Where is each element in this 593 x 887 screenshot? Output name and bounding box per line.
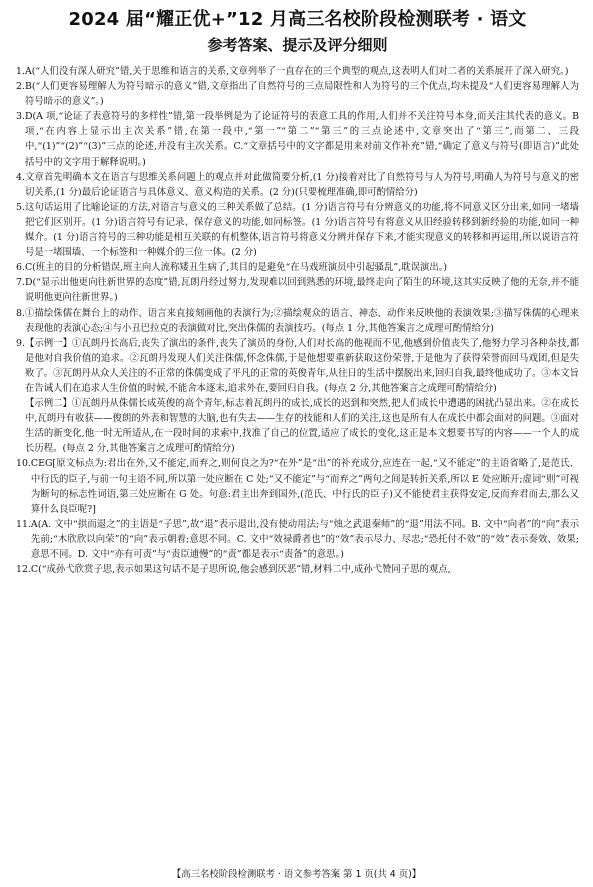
answer-item — [16, 64, 579, 79]
answer-paragraph: 文章首先明确本文在语言与思维关系问题上的观点并对此做简要分析,(1 分)接着对比了自然符号与人为符号,明确人为符号与意义的密切关系,(1 分)最后论证语言与具体意义、意义构造的关系。(2 分)(只要梳理准确,即可酌情给分) — [24, 171, 579, 198]
answer-number: 4. — [16, 171, 25, 183]
answer-number: 10. — [16, 458, 31, 470]
answer-number: 8. — [16, 307, 25, 319]
answer-body — [25, 275, 579, 305]
answer-item — [16, 260, 579, 275]
answer-item — [16, 170, 579, 200]
answer-item — [16, 200, 579, 260]
answer-number: 6. — [16, 262, 25, 274]
page-title: 2024 届“耀正优+”12 月高三名校阶段检测联考 · 语文 — [68, 9, 527, 30]
answer-item — [16, 275, 579, 305]
answer-paragraph: A(A. 文中“拱而退之”的主语是“子思”,故“退”表示退出,没有使动用法;与“烛之武退秦师”的“退”用法不同。B. 文中“向者”的“向”表示先前;“木欣欣以向荣”的“向”表示朝着;意思不同。C. 文中“效禄爵者也”的“效”表示尽力、尽忠;“恐托付不效”的“效”表示奏效、效果;意思不同。D. 文中“亦有可责”与“责臣逋慢”的“责”都是表示“责备”的意思。) — [30, 518, 579, 560]
answer-item — [16, 517, 579, 562]
answer-paragraph: B(“人们更容易理解人为符号暗示的意义”错,文章指出了自然符号的三点局限性和人为符号的三个优点,均未提及“人们更容易理解人为符号暗示的意义”。) — [24, 81, 579, 108]
answer-paragraph: ①描绘侏儒在舞台上的动作、语言来直接刻画他的表演行为;②描绘观众的语言、神态、动作来反映他的表演效果;③描写侏儒的心理来表现他的表演心态;④与小丑巴拉克的表演做对比,突出侏儒的表演技巧。(每点 1 分,其他答案言之成理可酌情给分) — [24, 307, 579, 334]
answer-item — [16, 336, 579, 457]
answer-paragraph: C(班主的目的分析错误,班主向人流称矮丑生病了,其目的是避免“在马戏班演员中引起骚乱”,耽误演出。) — [24, 262, 448, 274]
answer-paragraph: D(“显示出他更向往新世界的态度”错,瓦朗丹经过努力,发现难以回到熟悉的环境,最终走向了陌生的环境,这其实反映了他的无奈,并不能说明他更向往新世界。) — [24, 277, 579, 304]
answer-paragraph: A(“人们没有深人研究”错,关于思维和语言的关系,文章列举了一直存在的三个典型的观点,这表明人们对二者的关系展开了深入研究。) — [24, 66, 569, 77]
answer-number: 9. — [16, 337, 25, 349]
answer-number: 1. — [16, 66, 25, 77]
answer-body — [31, 456, 579, 516]
answer-item — [16, 562, 579, 577]
answer-body — [25, 260, 579, 275]
answer-body — [25, 336, 579, 457]
answer-item — [16, 109, 579, 169]
answer-body — [25, 64, 579, 79]
answer-number: 5. — [16, 201, 25, 213]
page-subtitle: 参考答案、提示及评分细则 — [207, 36, 388, 54]
answer-body — [25, 306, 579, 336]
answer-paragraph: C(“成孙弋欣赏子思,表示如果这句话不是子思所说,他会感到厌恶”错,材料二中,成孙弋赞同子思的观点, — [30, 564, 451, 576]
answer-list — [16, 64, 579, 577]
answer-body — [25, 109, 579, 169]
answer-paragraph: CEG[原文标点为:君出在外,又不能定,而弃之,则何良之为?“在外”是“出”的补充成分,应连在一起,“又不能定”的主语省略了,是范氏、中行氏的臣子,与前一句主语不同,所以第一处应断在 C 处;“又不能定”与“而弃之”两句之间是转折关系,所以 E 处应断开;虚词“则”可视为断句的标志性词语,第三处应断在 G 处。句意:君主出奔到国外,(范氏、中行氏的臣子)又不能使君主获得安定,反而弃君而去,那么又算什么良臣呢?] — [30, 458, 580, 515]
answer-body — [31, 517, 579, 562]
answer-number: 3. — [16, 111, 25, 123]
answer-item — [16, 306, 579, 336]
answer-number: 11. — [16, 518, 31, 530]
answer-paragraph: 【示例二】①瓦朗丹从侏儒长成英俊的高个青年,标志着瓦朗丹的成长,成长的迟到和突然,把人们成长中遭遇的困扰凸显出来。②在成长中,瓦朗丹有收获——俊朗的外表和智慧的大脑,也有失去——生存的技能和人们的关注,这也是所有人在成长中都会面对的问题。③面对生活的新变化,他一时无所适从,在一段时间的求索中,找准了自己的位置,适应了成长的变化,这正是本文想要书写的内容——一个人的成长历程。(每点 2 分,其他答案言之成理可酌情给分) — [24, 398, 579, 455]
page-footer: 【高三名校阶段检测联考 · 语文参考答案 第 1 页(共 4 页)】 — [171, 869, 422, 880]
answer-body — [25, 170, 579, 200]
answer-number: 2. — [16, 81, 25, 93]
answer-number: 12. — [16, 564, 31, 576]
answer-paragraph: D(A 项,“论证了表意符号的多样性”错,第一段举例是为了论证符号的表意工具的作用,人们并不关注符号本身,而关注其代表的意义。B 项,“在内容上显示出主次关系”错,在第一段中,“第一”“第二”“第三”的三点论述中,文章突出了“第三”,而第二、三段中,“(1)”“(2)”“(3)”三点的论述,并没有主次关系。C.“文章括号中的文字都是用来对前文作补充”错,“确定了意义与符号(即语言)”此处括号中的文字用于解释说明。) — [24, 111, 579, 168]
answer-body — [31, 562, 579, 577]
answer-paragraph: 这句话运用了比喻论证的方法,对语言与意义的三种关系做了总结。(1 分)语言符号有分辨意义的功能,将不同意义区分出来,如同一堵墙把它们区别开。(1 分)语言符号有记录、保存意义的功能,如同标签。(1 分)语言符号有将意义从旧经验转移到新经验的功能,如同一种媒介。(1 分)语言符号的三种功能是相互关联的有机整体,语言符号将意义分辨并保存下来,才能实现意义的转移和再运用,所以说语言符号是一堵围墙、一个标签和一种媒介的三位一体。(2 分) — [24, 201, 579, 259]
answer-paragraph: 【示例一】①瓦朗丹长高后,丧失了演出的条件,丧失了演员的身份,人们对长高的他视而不见,他感到价值丧失了,他努力学习各种杂技,都是他对自我价值的追求。②瓦朗丹发现人们关注侏儒,怀念侏儒,于是他想要重新获取这份荣誉,于是他为了获得荣誉而回马戏团,但是失败了。③瓦朗丹从众人关注的不正常的侏儒变成了平凡的正常的英俊青年,从往日的生活中摆脱出来,回归自我,最终他成功了。③本文旨在告诫人们在追求人生价值的时候,不能舍本逐末,追求外在,要回归自我。(每点 2 分,其他答案言之成理可酌情给分) — [24, 337, 579, 394]
answer-body — [25, 79, 579, 109]
answer-number: 7. — [16, 277, 25, 289]
answer-item — [16, 79, 579, 109]
answer-body — [25, 200, 579, 260]
answer-item — [16, 456, 579, 516]
